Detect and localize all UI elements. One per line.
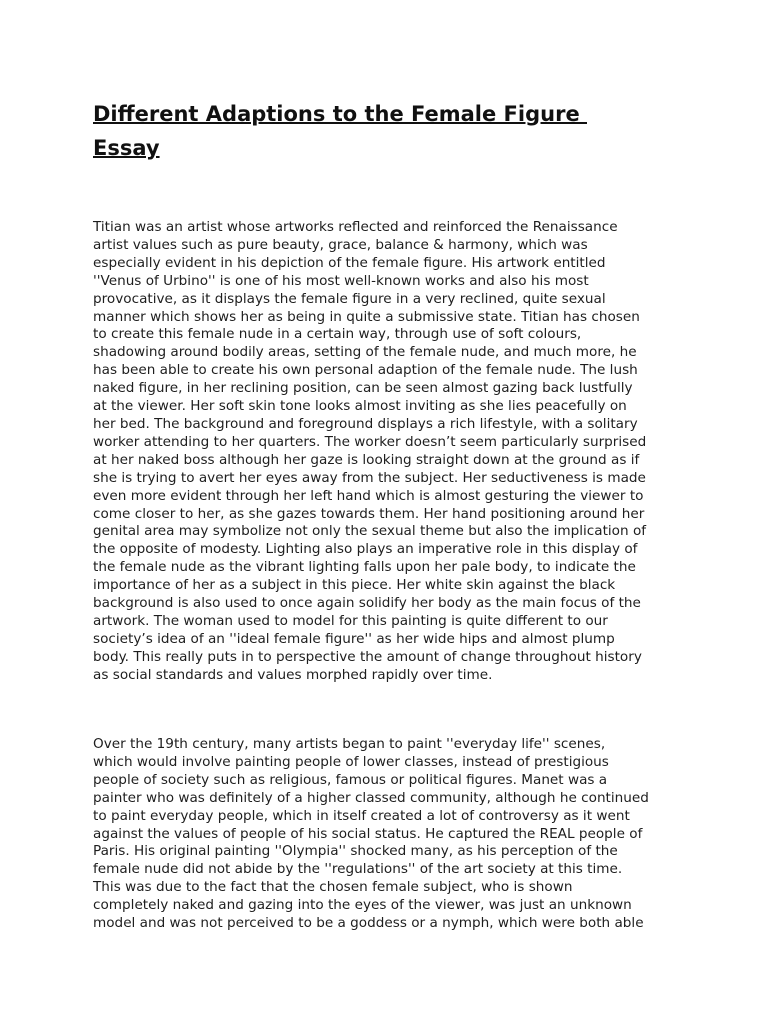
text-line: importance of her as a subject in this piece. Her white skin against the black <box>93 577 616 594</box>
paragraph-2 <box>93 736 733 933</box>
document-title-line-2: Essay <box>93 136 160 160</box>
text-line: her bed. The background and foreground displays a rich lifestyle, with a solitary <box>93 415 638 432</box>
text-line: Titian was an artist whose artworks reflected and reinforced the Renaissance <box>93 219 618 235</box>
text-line: model and was not perceived to be a goddess or a nymph, which were both able <box>93 915 644 932</box>
text-line: This was due to the fact that the chosen female subject, who is shown <box>93 879 573 896</box>
text-line: at the viewer. Her soft skin tone looks almost inviting as she lies peacefully on <box>93 398 627 415</box>
text-line: has been able to create his own personal adaption of the female nude. The lush <box>93 362 638 379</box>
text-line: Paris. His original painting ''Olympia'' shocked many, as his perception of the <box>93 843 618 860</box>
text-line: artist values such as pure beauty, grace, balance & harmony, which was <box>93 236 588 253</box>
text-line: to paint everyday people, which in itself created a lot of controversy as it went <box>93 807 630 824</box>
text-line: body. This really puts in to perspective the amount of change throughout history <box>93 648 642 665</box>
text-line: the female nude as the vibrant lighting falls upon her pale body, to indicate the <box>93 559 636 576</box>
text-line: as social standards and values morphed rapidly over time. <box>93 666 493 683</box>
document-title-line-1: Different Adaptions to the Female Figure <box>93 102 587 126</box>
text-line: which would involve painting people of lower classes, instead of prestigious <box>93 753 609 770</box>
text-line: against the values of people of his social status. He captured the REAL people of <box>93 825 643 842</box>
text-line: provocative, as it displays the female figure in a very reclined, quite sexual <box>93 290 606 307</box>
text-line: shadowing around bodily areas, setting of the female nude, and much more, he <box>93 344 637 361</box>
text-line: naked figure, in her reclining position, can be seen almost gazing back lustfully <box>93 380 633 397</box>
text-line: society’s idea of an ''ideal female figure'' as her wide hips and almost plump <box>93 630 615 647</box>
text-line: at her naked boss although her gaze is looking straight down at the ground as if <box>93 451 640 468</box>
text-line: artwork. The woman used to model for this painting is quite different to our <box>93 612 608 629</box>
text-line: to create this female nude in a certain way, through use of soft colours, <box>93 326 582 343</box>
text-line: female nude did not abide by the ''regulations'' of the art society at this time. <box>93 861 623 878</box>
text-line: manner which shows her as being in quite a submissive state. Titian has chosen <box>93 308 640 325</box>
text-line: genital area may symbolize not only the sexual theme but also the implication of <box>93 523 647 540</box>
text-line: she is trying to avert her eyes away from the subject. Her seductiveness is made <box>93 469 646 486</box>
paragraph-1 <box>93 219 733 685</box>
text-line: ''Venus of Urbino'' is one of his most well-known works and also his most <box>93 272 589 289</box>
text-line: background is also used to once again solidify her body as the main focus of the <box>93 595 641 612</box>
text-line: worker attending to her quarters. The worker doesn’t seem particularly surprised <box>93 433 647 450</box>
text-line: people of society such as religious, famous or political figures. Manet was a <box>93 771 608 788</box>
document-page <box>93 0 733 1024</box>
text-line: come closer to her, as she gazes towards them. Her hand positioning around her <box>93 505 645 522</box>
text-line: especially evident in his depiction of the female figure. His artwork entitled <box>93 254 606 271</box>
text-line: even more evident through her left hand which is almost gesturing the viewer to <box>93 487 644 504</box>
text-line: painter who was definitely of a higher classed community, although he continued <box>93 789 649 806</box>
text-line: Over the 19th century, many artists began to paint ''everyday life'' scenes, <box>93 736 606 752</box>
text-line: the opposite of modesty. Lighting also plays an imperative role in this display of <box>93 541 638 558</box>
text-line: completely naked and gazing into the eyes of the viewer, was just an unknown <box>93 897 632 914</box>
